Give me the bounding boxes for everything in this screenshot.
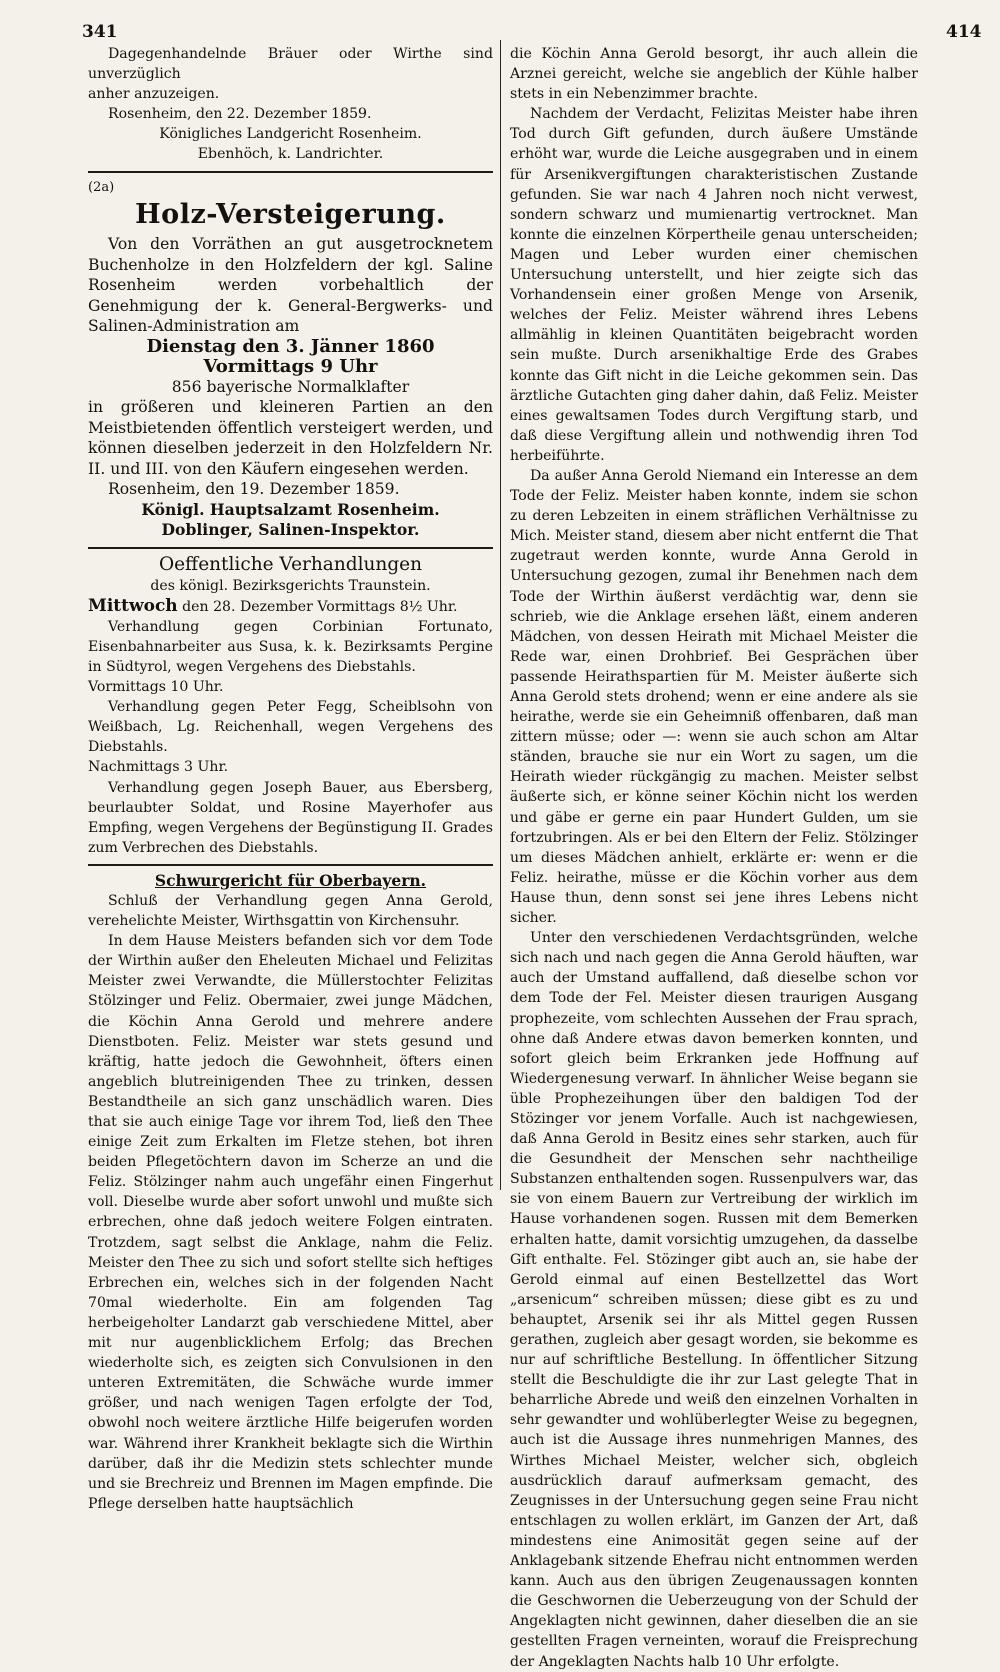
auction-body: in größeren und kleineren Partien an den Meistbietenden öffentlich versteigert werden, und können dieselben jederzeit in den Holzfeldern Nr. II. und III. von den Käufern eingesehen werden. (88, 398, 493, 478)
hearings-day-word: Mittwoch (88, 595, 178, 616)
left-column (88, 44, 493, 1514)
jury-intro: Schluß der Verhandlung gegen Anna Gerold, verehelichte Meister, Wirthsgattin von Kirchensuhr. (88, 892, 493, 930)
article-paragraph: Unter den verschiedenen Verdachtsgründen, welche sich nach und nach gegen die Anna Gerold häuften, war auch der Umstand auffallend, daß dieselbe schon vor dem Tode der Fel. Meister diesen traurigen Ausgang prophezeite, vom schlechten Aussehen der Frau sprach, ohne daß Andere etwas davon bemerken konnten, und sofort gleich beim Erkranken jede Hoffnung auf Wiedergenesung verwarf. In ähnlicher Weise begann sie üble Prophezeihungen über den baldigen Tod der Stözinger vor jenem Vorfalle. Auch ist nachgewiesen, daß Anna Gerold in Besitz eines sehr starken, auch für die Gesundheit der Menschen sehr nachtheilige Substanzen enthaltenden sogen. Russenpulvers war, das sie von einem Bauern zur Vertreibung der wirklich im Hause vorhandenen sogen. Russen mit dem Bemerken erhalten hatte, damit vorsichtig umzugehen, da dasselbe Gift enthalte. Fel. Stözinger gibt auch an, sie habe der Gerold einmal auf einen Bestellzettel das Wort „arsenicum“ schreiben müssen; diese gibt es zu und behauptet, Arsenik sei ihr als Mittel gegen Russen gerathen, zugleich aber gesagt worden, sie bekomme es nur auf schriftliche Bestellung. In öffentlicher Sitzung stellt die Beschuldigte die ihr zur Last gelegte That in beharrliche Abrede und weiß den einzelnen Vorhalten in sehr gewandter und wohlüberlegter Weise zu begegnen, auch ist die Aussage ihres nunmehrigen Mannes, des Wirthes Michael Meister, welcher sich, obgleich ausdrücklich darauf aufmerksam gemacht, des Zeugnisses in der Untersuchung gegen seine Frau nicht entschlagen zu wollen erklärt, im Ganzen der Art, daß mindestens eine Animosität gegen seine auf der Anklagebank sitzende Ehefrau nicht entnommen werden kann. Auch aus den übrigen Zeugenaussagen konnten die Geschwornen die Ueberzeugung von der Schuld der Angeklagten nicht gewinnen, daher dieselben die an sie gestellten Fragen verneinten, worauf die Freisprechung der Angeklagten Nachts halb 10 Uhr erfolgte. (510, 930, 918, 1670)
section-rule (88, 171, 493, 173)
article-paragraph: die Köchin Anna Gerold besorgt, ihr auch allein die Arznei gereicht, welche sie angeblich der Kühle halber stets in ein Nebenzimmer brachte. (510, 46, 918, 103)
hearings-title: Oeffentliche Verhandlungen (158, 553, 423, 575)
hearings-subtitle: des königl. Bezirksgerichts Traunstein. (150, 577, 431, 594)
jury-body: In dem Hause Meisters befanden sich vor dem Tode der Wirthin außer den Eheleuten Michael und Felizitas Meister zwei Verwandte, die Müllerstochter Felizitas Stölzinger und Feliz. Obermaier, zwei junge Mädchen, die Köchin Anna Gerold und mehrere andere Dienstboten. Feliz. Meister war stets gesund und kräftig, hatte jedoch die Gewohnheit, öfters einen angeblich blutreinigenden Thee zu trinken, dessen Bestandtheile an sich ganz unschädlich waren. Dies that sie auch einige Tage vor ihrem Tod, ließ den Thee einige Zeit zum Erkalten im Fletze stehen, bot ihren beiden Pflegetöchtern davon im Scherze an und die Feliz. Stölzinger nahm auch ungefähr einen Fingerhut voll. Dieselbe wurde aber sofort unwohl und mußte sich erbrechen, ohne daß jedoch weitere Folgen eintraten. Trotzdem, sagt selbst die Anklage, nahm die Feliz. Meister den Thee zu sich und sofort stellte sich heftiges Erbrechen ein, welches sich in der folgenden Nacht 70mal wiederholte. Ein am folgenden Tag herbeigeholter Landarzt gab verschiedene Mittel, aber mit nur augenblicklichem Erfolg; das Brechen wiederholte sich, es zeigten sich Convulsionen in den unteren Extremitäten, die Schwäche wurde immer größer, und nach wenigen Tagen erfolgte der Tod, obwohl noch weitere ärztliche Hilfe beigerufen worden war. Während ihrer Krankheit beklagte sich die Wirthin darüber, daß ihr die Medizin stets schlechter munde und sie Brechreiz und Brennen im Magen empfinde. Die Pflege derselben hatte hauptsächlich (88, 933, 493, 1512)
column-divider (500, 40, 501, 1190)
auction-notice (88, 178, 493, 541)
page-number-left: 341 (82, 22, 118, 42)
hearing-time: Nachmittags 3 Uhr. (88, 759, 229, 776)
hearings-day-rest: den 28. Dezember Vormittags 8½ Uhr. (182, 598, 458, 615)
hearings-notice (88, 554, 493, 858)
notice-court: Königliches Landgericht Rosenheim. (159, 126, 422, 143)
jury-title: Schwurgericht für Oberbayern. (154, 870, 427, 890)
auction-amount: 856 bayerische Normalklafter (171, 377, 410, 396)
auction-date: Dienstag den 3. Jänner 1860 (146, 335, 435, 357)
jury-report (88, 871, 493, 1514)
right-column (510, 44, 918, 1672)
top-notice (88, 44, 493, 165)
notice-line: anher anzuzeigen. (88, 86, 220, 103)
hearing-time: Vormittags 10 Uhr. (88, 679, 224, 696)
hearing-case: Verhandlung gegen Peter Fegg, Scheiblsohn von Weißbach, Lg. Reichenhall, wegen Vergehens des Diebstahls. (88, 699, 493, 756)
article-paragraph: Da außer Anna Gerold Niemand ein Interesse an dem Tode der Feliz. Meister haben konnte, indem sie schon zu deren Lebzeiten in einem sträflichen Verhältnisse zu Mich. Meister stand, diesem aber nicht entfernt die That zugetraut werden konnte, wurde Anna Gerold in Untersuchung gezogen, zumal ihr Benehmen nach dem Tode der Wirthin äußerst verdächtig war, denn sie schrieb, wie die Anklage ersehen läßt, einem anderen Mädchen, von dessen Heirath mit Michael Meister die Rede war, einen Drohbrief. Bei Gesprächen über passende Heirathspartien für M. Meister äußerte sich Anna Gerold stets drohend; wenn er eine andere als sie heirathe, werde sie ein Geheimniß offenbaren, daß man zittern müsse; oder —: wenn sie auch schon am Altar ständen, brauche sie nur ein Wort zu sagen, um die Heirath wieder rückgängig zu machen. Meister selbst äußerte sich, er könne seiner Köchin nicht los werden und gäbe er gerne ein paar Hundert Gulden, um sie fortzubringen. Als er bei den Eltern der Feliz. Stölzinger um dieses Mädchen anhielt, erklärte er: wenn er die Feliz. heirathe, müsse er die Köchin vorher aus dem Hause thun, denn sonst sei jene ihres Lebens nicht sicher. (510, 467, 918, 927)
auction-place-date: Rosenheim, den 19. Dezember 1859. (108, 480, 400, 499)
notice-tag: (2a) (88, 179, 115, 195)
section-rule (88, 864, 493, 866)
auction-office: Königl. Hauptsalzamt Rosenheim. (141, 499, 440, 519)
hearing-case: Verhandlung gegen Joseph Bauer, aus Ebersberg, beurlaubter Soldat, und Rosine Mayerhofer aus Empfing, wegen Vergehens der Begünstigung II. Grades zum Verbrechen des Diebstahls. (88, 779, 493, 856)
auction-time: Vormittags 9 Uhr (203, 355, 378, 377)
notice-line: Dagegenhandelnde Bräuer oder Wirthe sind unverzüglich (88, 46, 493, 83)
article-paragraph: Nachdem der Verdacht, Felizitas Meister habe ihren Tod durch Gift gefunden, durch äußere Umstände erhöht war, wurde die Leiche ausgegraben und in einem für Arsenikvergiftungen charakteristischen Zustande gefunden. Sie war nach 4 Jahren noch nicht verwest, sondern schwarz und mumienartig vertrocknet. Man konnte die einzelnen Körpertheile genau unterscheiden; Magen und Leber wurden einer chemischen Untersuchung unterstellt, und hier zeigte sich das Vorhandensein einer großen Menge von Arsenik, welches der Feliz. Meister während ihres Lebens allmählig in kleinen Quantitäten beigebracht worden sein mußte. Durch arsenikhaltige Erde des Grabes konnte das Gift nicht in die Leiche gekommen sein. Das ärztliche Gutachten ging daher dahin, daß Feliz. Meister eines gewaltsamen Todes durch Vergiftung starb, und daß diese Vergiftung allein und nothwendig ihren Tod herbeiführte. (510, 106, 918, 464)
auction-signer: Doblinger, Salinen-Inspektor. (161, 520, 420, 540)
hearing-case: Verhandlung gegen Corbinian Fortunato, Eisenbahnarbeiter aus Susa, k. k. Bezirksamts Pergine in Südtyrol, wegen Vergehens des Diebstahls. (88, 618, 493, 675)
notice-date: Rosenheim, den 22. Dezember 1859. (108, 106, 372, 123)
page-number-right: 414 (946, 22, 982, 42)
auction-title: Holz-Versteigerung. (135, 199, 446, 231)
section-rule (88, 547, 493, 549)
auction-intro: Von den Vorräthen an gut ausgetrocknetem Buchenholze in den Holzfeldern der kgl. Saline Rosenheim werden vorbehaltlich der Genehmigung der k. General-Bergwerks- und Salinen-Administration am (88, 235, 493, 336)
hearings-day (88, 596, 493, 617)
notice-signer: Ebenhöch, k. Landrichter. (197, 146, 384, 163)
